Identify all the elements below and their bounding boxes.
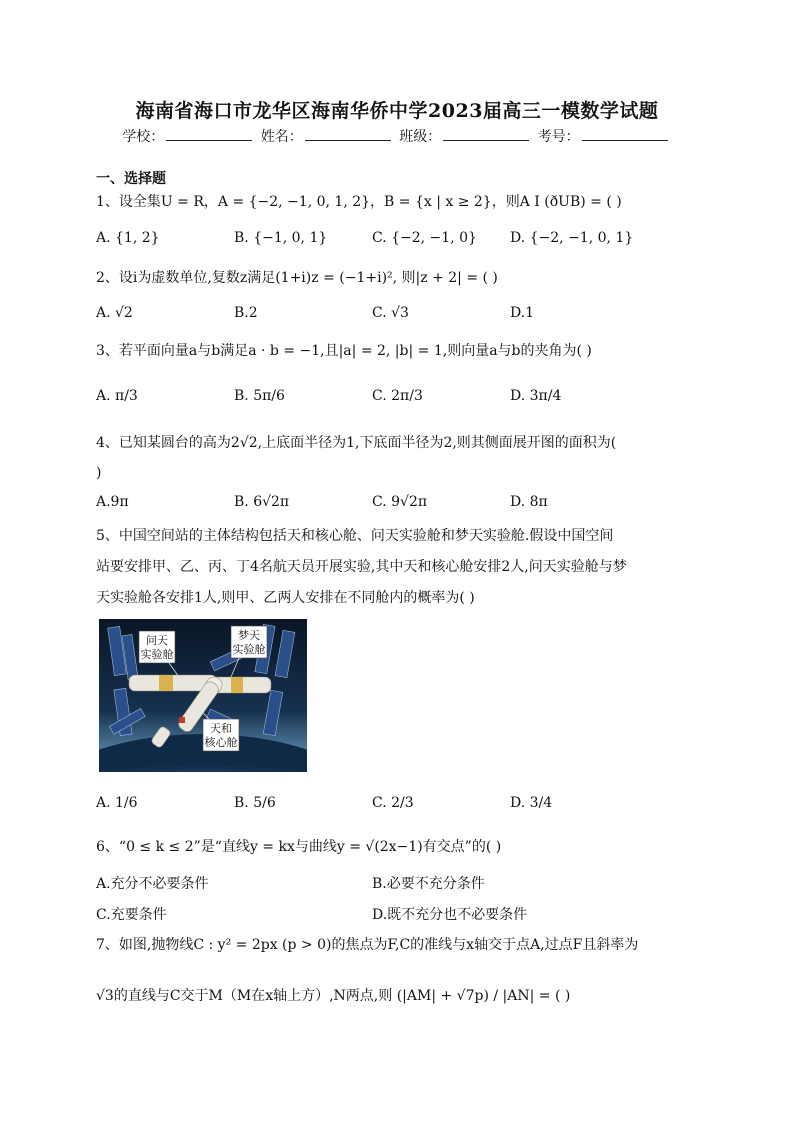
page-title: 海南省海口市龙华区海南华侨中学2023届高三一模数学试题 (135, 100, 659, 122)
q3-option-d: D. 3π/4 (510, 388, 562, 404)
q2-option-a: A. √2 (96, 305, 133, 321)
question-1-stem: 1、设全集U = R，A = {−2, −1, 0, 1, 2}，B = {x | x ≥ 2}，则A I (ðUB) = ( ) (96, 194, 622, 210)
q4-option-d: D. 8π (510, 494, 548, 510)
field-name-blank[interactable] (305, 128, 391, 141)
q6-option-d: D.既不充分也不必要条件 (372, 907, 528, 923)
q5-option-d: D. 3/4 (510, 795, 553, 811)
q3-option-a: A. π/3 (96, 388, 138, 404)
field-examno-label: 考号： (537, 129, 580, 145)
q1-option-a: A. {1, 2} (96, 230, 160, 246)
q4-option-b: B. 6√2π (234, 494, 290, 510)
question-7-line-1: 7、如图,抛物线C : y² = 2px (p > 0)的焦点为F,C的准线与x轴交于点A,过点F且斜率为 (96, 937, 639, 953)
field-examno-blank[interactable] (582, 128, 668, 141)
q5-option-c: C. 2/3 (372, 795, 414, 811)
q2-option-b: B.2 (234, 305, 258, 321)
question-5-line-2: 站要安排甲、乙、丙、丁4名航天员开展实验,其中天和核心舱安排2人,问天实验舱与梦 (96, 559, 627, 575)
question-5-line-1: 5、中国空间站的主体结构包括天和核心舱、问天实验舱和梦天实验舱.假设中国空间 (96, 528, 614, 544)
q1-option-c: C. {−2, −1, 0} (372, 230, 477, 246)
label-wentian-module: 实验舱 (140, 648, 174, 661)
q1-option-d: D. {−2, −1, 0, 1} (510, 230, 634, 246)
student-info-line (0, 126, 794, 146)
q2-option-d: D.1 (510, 305, 535, 321)
question-5-line-3: 天实验舱各安排1人,则甲、乙两人安排在不同舱内的概率为( ) (96, 590, 475, 606)
q3-option-c: C. 2π/3 (372, 388, 423, 404)
question-4-stem-cont: ) (96, 465, 102, 481)
field-class-label: 班级： (399, 129, 442, 145)
q4-option-c: C. 9√2π (372, 494, 428, 510)
q2-option-c: C. √3 (372, 305, 409, 321)
q1-option-b: B. {−1, 0, 1} (234, 230, 328, 246)
q4-option-a: A.9π (96, 494, 129, 510)
q5-option-b: B. 5/6 (234, 795, 276, 811)
label-tianhe: 天和 (210, 722, 232, 735)
label-tianhe-core: 核心舱 (204, 736, 238, 749)
q6-option-c: C.充要条件 (96, 907, 167, 923)
space-station-image (99, 619, 307, 772)
question-6-stem: 6、“0 ≤ k ≤ 2”是“直线y = kx与曲线y = √(2x−1)有交点”的( ) (96, 839, 502, 855)
field-name-label: 姓名： (260, 129, 303, 145)
q6-option-b: B.必要不充分条件 (372, 876, 485, 892)
question-2-stem: 2、设i为虚数单位,复数z满足(1+i)z = (−1+i)², 则|z + 2| = ( ) (96, 270, 498, 286)
q3-option-b: B. 5π/6 (234, 388, 285, 404)
question-4-stem: 4、已知某圆台的高为2√2,上底面半径为1,下底面半径为2,则其侧面展开图的面积为( (96, 435, 617, 451)
label-mengtian-module: 实验舱 (232, 643, 266, 656)
field-school-label: 学校： (122, 129, 165, 145)
field-class-blank[interactable] (443, 128, 529, 141)
question-7-line-2: √3的直线与C交于M（M在x轴上方）,N两点,则 (|AM| + √7p) / |AN| = ( ) (96, 988, 571, 1004)
field-school-blank[interactable] (166, 128, 252, 141)
question-3-stem: 3、若平面向量a与b满足a · b = −1,且|a| = 2, |b| = 1,则向量a与b的夹角为( ) (96, 343, 592, 359)
q5-option-a: A. 1/6 (96, 795, 138, 811)
section-heading: 一、选择题 (96, 171, 166, 187)
label-mengtian: 梦天 (238, 629, 260, 642)
q6-option-a: A.充分不必要条件 (96, 876, 209, 892)
label-wentian: 问天 (146, 634, 168, 647)
